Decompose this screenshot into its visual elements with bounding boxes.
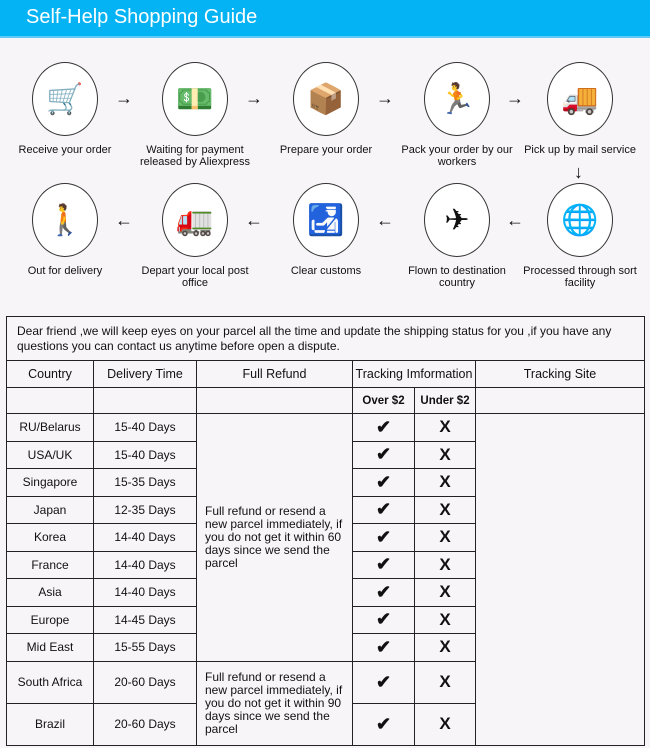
- step-6: [515, 183, 645, 289]
- cross-icon: X: [415, 414, 476, 442]
- country-cell: South Africa: [7, 661, 94, 703]
- delivery-time-cell: 12-35 Days: [94, 496, 197, 524]
- delivery-time-cell: 15-55 Days: [94, 634, 197, 662]
- check-icon: ✔: [353, 661, 415, 703]
- flow-arrow-icon: ←: [376, 210, 394, 230]
- check-icon: ✔: [353, 551, 415, 579]
- country-cell: Korea: [7, 524, 94, 552]
- tracking-site-cell: [476, 414, 645, 746]
- worker-icon: 🏃: [424, 62, 490, 136]
- step-7: [392, 183, 522, 289]
- delivery-time-cell: 15-35 Days: [94, 469, 197, 497]
- step-2: [130, 62, 260, 168]
- step-8: [261, 183, 391, 277]
- step-label: Pack your order by our workers: [401, 144, 513, 168]
- country-cell: Singapore: [7, 469, 94, 497]
- check-icon: ✔: [353, 579, 415, 607]
- step-10: [0, 183, 130, 277]
- country-cell: USA/UK: [7, 441, 94, 469]
- delivery-time-cell: 20-60 Days: [94, 703, 197, 745]
- check-icon: ✔: [353, 606, 415, 634]
- cross-icon: X: [415, 634, 476, 662]
- customs-icon: 🛃: [293, 183, 359, 257]
- check-icon: ✔: [353, 469, 415, 497]
- country-cell: Brazil: [7, 703, 94, 745]
- delivery-time-cell: 20-60 Days: [94, 661, 197, 703]
- flow-arrow-icon: →: [506, 88, 524, 108]
- step-label: Depart your local post office: [141, 265, 249, 289]
- header-under-2: Under $2: [415, 388, 476, 414]
- flow-arrow-icon: ↓: [574, 162, 583, 182]
- step-label: Receive your order: [18, 144, 112, 156]
- boxes-icon: 📦: [293, 62, 359, 136]
- flow-arrow-icon: ←: [115, 210, 133, 230]
- page-title: Self-Help Shopping Guide: [26, 6, 258, 28]
- check-icon: ✔: [353, 703, 415, 745]
- step-label: Waiting for payment released by Aliexpress: [139, 144, 251, 168]
- step-4: [392, 62, 522, 168]
- cross-icon: X: [415, 661, 476, 703]
- check-icon: ✔: [353, 634, 415, 662]
- globe-icon: 🌐: [547, 183, 613, 257]
- step-label: Processed through sort facility: [523, 265, 637, 289]
- refund-policy-90: Full refund or resend a new parcel immediately, if you do not get it within 90 days since we send the parcel: [197, 661, 353, 745]
- delivery-time-cell: 14-40 Days: [94, 524, 197, 552]
- country-cell: Mid East: [7, 634, 94, 662]
- step-9: [130, 183, 260, 289]
- check-icon: ✔: [353, 496, 415, 524]
- cross-icon: X: [415, 496, 476, 524]
- money-icon: 💵: [162, 62, 228, 136]
- delivery-time-cell: 14-40 Days: [94, 551, 197, 579]
- step-label: Out for delivery: [27, 265, 103, 277]
- shipping-table: [6, 316, 645, 746]
- truck-icon: 🚚: [547, 62, 613, 136]
- cross-icon: X: [415, 441, 476, 469]
- country-cell: Japan: [7, 496, 94, 524]
- flow-arrow-icon: ←: [506, 210, 524, 230]
- plane-icon: ✈: [424, 183, 490, 257]
- cross-icon: X: [415, 579, 476, 607]
- flow-arrow-icon: →: [245, 88, 263, 108]
- step-label: Flown to destination country: [408, 265, 506, 289]
- step-1: [0, 62, 130, 156]
- cross-icon: X: [415, 524, 476, 552]
- check-icon: ✔: [353, 414, 415, 442]
- check-icon: ✔: [353, 524, 415, 552]
- cross-icon: X: [415, 469, 476, 497]
- country-cell: France: [7, 551, 94, 579]
- country-cell: Asia: [7, 579, 94, 607]
- country-cell: Europe: [7, 606, 94, 634]
- cross-icon: X: [415, 703, 476, 745]
- delivery-time-cell: 14-40 Days: [94, 579, 197, 607]
- step-5: [515, 62, 645, 156]
- cross-icon: X: [415, 551, 476, 579]
- country-cell: RU/Belarus: [7, 414, 94, 442]
- step-label: Pick up by mail service: [524, 144, 636, 156]
- delivery-time-cell: 14-45 Days: [94, 606, 197, 634]
- header-tracking-information: Tracking Imformation: [353, 361, 476, 388]
- courier-icon: 🚶: [32, 183, 98, 257]
- person-cart-icon: 🛒: [32, 62, 98, 136]
- table-row: [7, 414, 645, 442]
- title-banner: [0, 0, 650, 38]
- flow-arrow-icon: →: [115, 88, 133, 108]
- header-delivery-time: Delivery Time: [94, 361, 197, 388]
- step-label: Clear customs: [290, 265, 362, 277]
- check-icon: ✔: [353, 441, 415, 469]
- header-over-2: Over $2: [353, 388, 415, 414]
- header-country: Country: [7, 361, 94, 388]
- flow-arrow-icon: →: [376, 88, 394, 108]
- refund-policy-60: Full refund or resend a new parcel immediately, if you do not get it within 60 days since we send the parcel: [197, 414, 353, 662]
- notice-message: Dear friend ,we will keep eyes on your parcel all the time and update the shipping status for you ,if you have any questions you can contact us anytime before open a dispute.: [7, 317, 645, 361]
- trucks-icon: 🚛: [162, 183, 228, 257]
- step-label: Prepare your order: [279, 144, 373, 156]
- header-tracking-site: Tracking Site: [476, 361, 645, 388]
- cross-icon: X: [415, 606, 476, 634]
- step-3: [261, 62, 391, 156]
- delivery-time-cell: 15-40 Days: [94, 414, 197, 442]
- flow-arrow-icon: ←: [245, 210, 263, 230]
- delivery-time-cell: 15-40 Days: [94, 441, 197, 469]
- header-full-refund: Full Refund: [197, 361, 353, 388]
